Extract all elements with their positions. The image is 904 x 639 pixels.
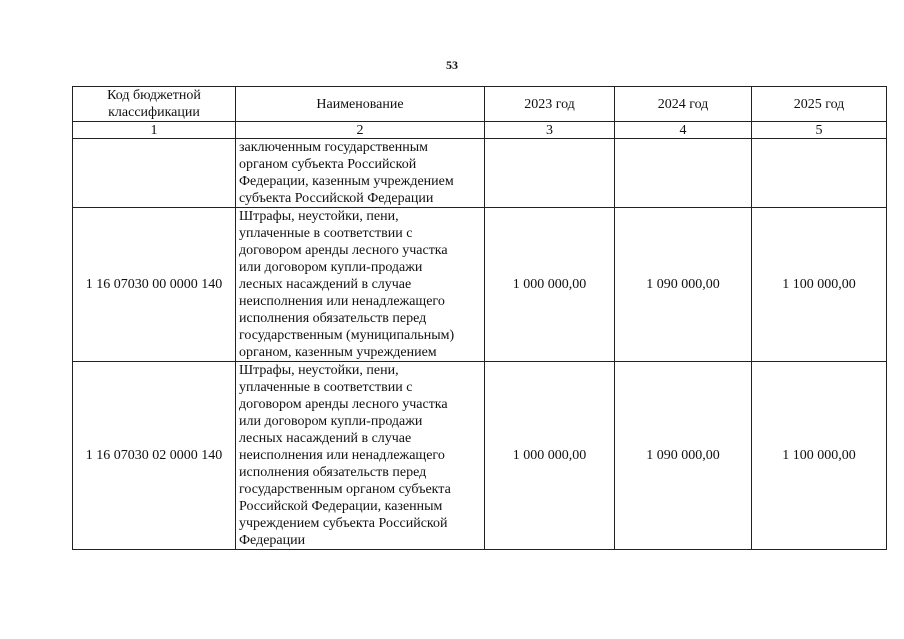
row-amount-2024: 1 090 000,00 — [615, 362, 752, 550]
column-number: 3 — [485, 122, 615, 139]
row-name-line: или договором купли-продажи — [239, 260, 423, 275]
row-name-line: лесных насаждений в случае — [239, 431, 412, 446]
column-number: 4 — [615, 122, 752, 139]
header-2025: 2025 год — [752, 87, 887, 122]
row-amount-2025: 1 100 000,00 — [752, 362, 887, 550]
row-name-line: неисполнения или ненадлежащего — [239, 448, 445, 463]
row-code — [73, 139, 236, 208]
row-name-line: исполнения обязательств перед — [239, 465, 427, 480]
row-name — [236, 139, 485, 208]
row-name-line: договором аренды лесного участка — [239, 243, 448, 258]
row-amount-2024: 1 090 000,00 — [615, 208, 752, 362]
row-name-line: исполнения обязательств перед — [239, 311, 427, 326]
row-name-line: Федерации — [239, 533, 306, 548]
column-number: 2 — [236, 122, 485, 139]
row-name-line: органом субъекта Российской — [239, 157, 417, 172]
row-amount-2023 — [485, 139, 615, 208]
row-name-line: государственным органом субъекта — [239, 482, 451, 497]
header-2024: 2024 год — [615, 87, 752, 122]
row-name-line: или договором купли-продажи — [239, 414, 423, 429]
row-amount-2023: 1 000 000,00 — [485, 362, 615, 550]
row-name-line: уплаченные в соответствии с — [239, 380, 413, 395]
page-number: 53 — [446, 58, 458, 72]
row-code: 1 16 07030 02 0000 140 — [73, 362, 236, 550]
table-row — [73, 139, 887, 208]
row-name-line: учреждением субъекта Российской — [239, 516, 448, 531]
row-name-line: субъекта Российской Федерации — [239, 191, 434, 206]
row-name-line: Штрафы, неустойки, пени, — [239, 209, 399, 224]
row-name-line: Российской Федерации, казенным — [239, 499, 443, 514]
row-name-line: органом, казенным учреждением — [239, 345, 437, 360]
row-name-line: Штрафы, неустойки, пени, — [239, 363, 399, 378]
row-name-line: уплаченные в соответствии с — [239, 226, 413, 241]
row-name-line: Федерации, казенным учреждением — [239, 174, 454, 189]
table-column-numbers-row — [73, 122, 887, 139]
header-name: Наименование — [236, 87, 485, 122]
header-code: Код бюджетной классификации — [73, 87, 236, 122]
table-row — [73, 362, 887, 550]
row-name-line: лесных насаждений в случае — [239, 277, 412, 292]
budget-table — [72, 86, 887, 550]
row-amount-2025 — [752, 139, 887, 208]
column-number: 1 — [73, 122, 236, 139]
header-2023: 2023 год — [485, 87, 615, 122]
row-amount-2024 — [615, 139, 752, 208]
row-name — [236, 362, 485, 550]
row-name-line: договором аренды лесного участка — [239, 397, 448, 412]
row-name-line: государственным (муниципальным) — [239, 328, 455, 343]
column-number: 5 — [752, 122, 887, 139]
table-row — [73, 208, 887, 362]
row-name — [236, 208, 485, 362]
row-code: 1 16 07030 00 0000 140 — [73, 208, 236, 362]
row-name-line: заключенным государственным — [239, 140, 429, 155]
row-name-line: неисполнения или ненадлежащего — [239, 294, 445, 309]
row-amount-2023: 1 000 000,00 — [485, 208, 615, 362]
table-header-row — [73, 87, 887, 122]
row-amount-2025: 1 100 000,00 — [752, 208, 887, 362]
